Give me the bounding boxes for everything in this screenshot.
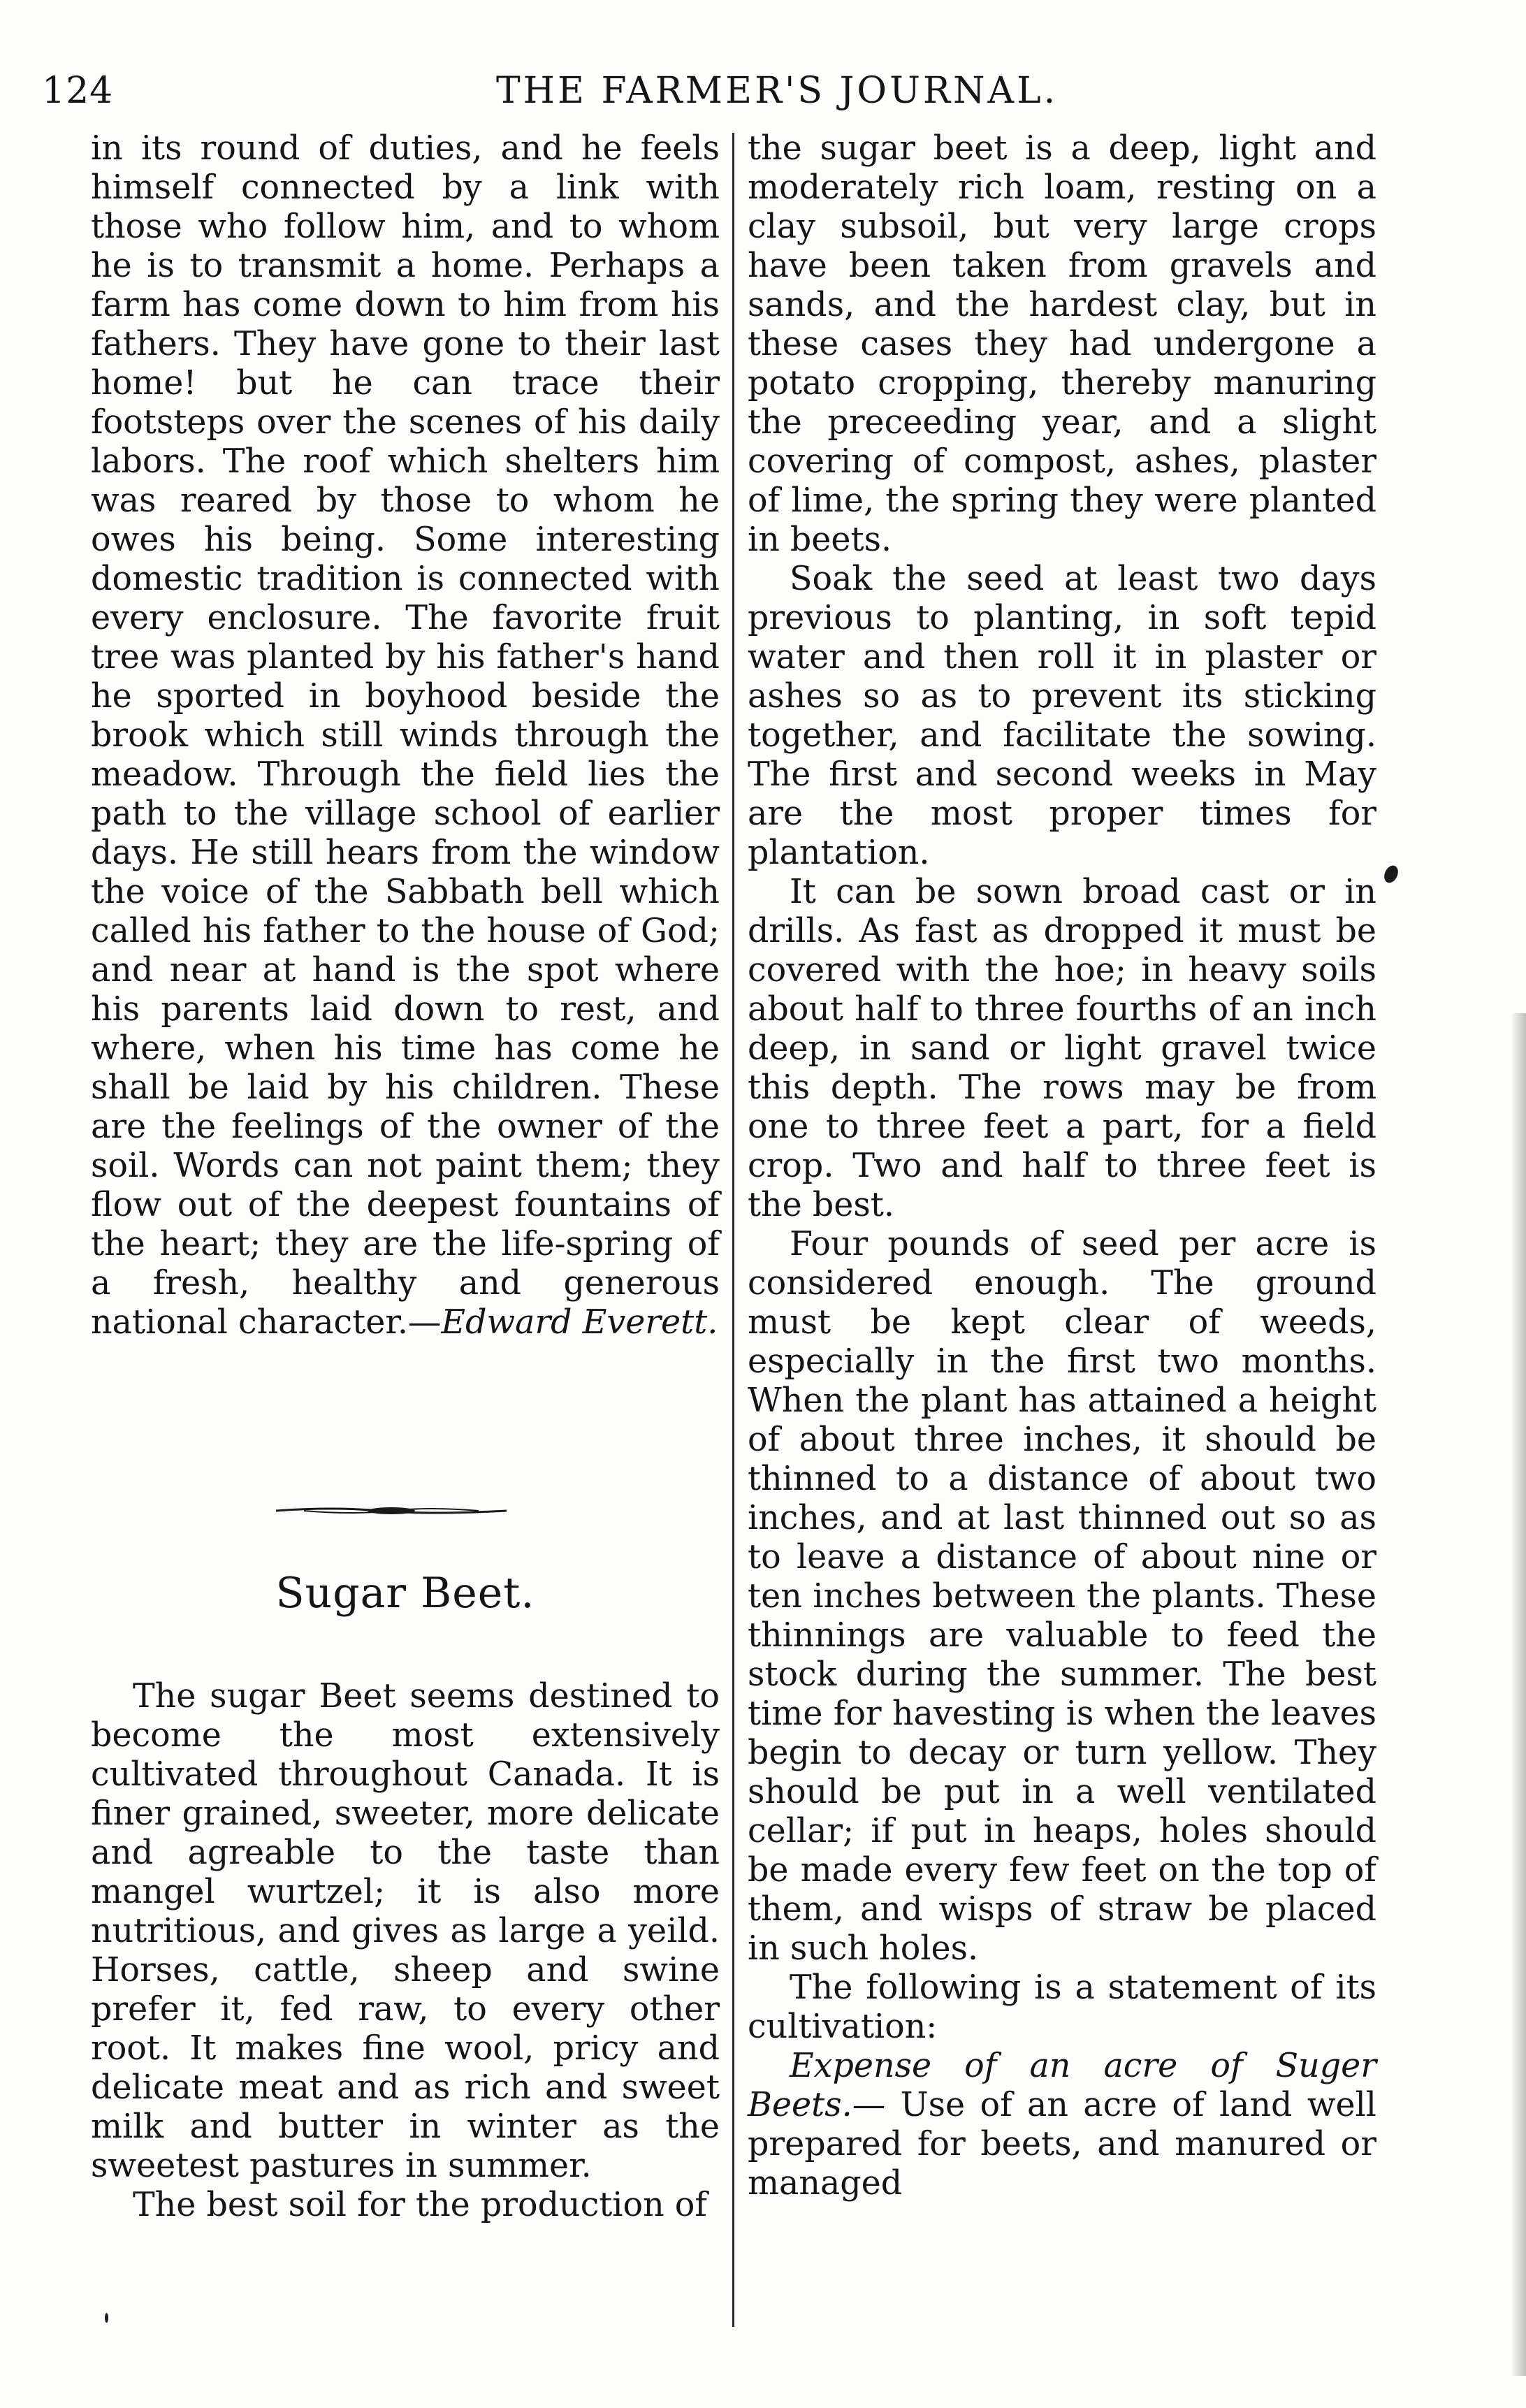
page-number: 124 [42,70,114,112]
page-header [42,70,1397,126]
page-edge-shadow [1511,1013,1526,2376]
right-column [748,129,1376,2203]
sugar-beet-column [91,1677,720,2225]
right-paragraph-2: Soak the seed at least two days previous to planting, in soft tepid water and then roll it in plaster or ashes so as to prevent its sticking together, and facilitate the sowing. The first and second weeks in May are the most proper times for plantation. [748,560,1376,872]
everett-text: in its round of duties, and he feels himself connected by a link with those who follow him, and to whom he is to transmit a home. Perhaps a farm has come down to him from his fathers. They have gone to their last home! but he can trace their footsteps over the scenes of his daily labors. The roof which shelters him was reared by those to whom he owes his being. Some interesting domestic tradition is connected with every enclosure. The favorite fruit tree was planted by his father's hand he sported in boyhood beside the brook which still winds through the meadow. Through the field lies the path to the village school of earlier days. He still hears from the window the voice of the Sabbath bell which called his father to the house of God; and near at hand is the spot where his parents laid down to rest, and where, when his time has come he shall be laid by his children. These are the feelings of the owner of the soil. Words can not paint them; they flow out of the deepest fountains of the heart; they are the life-spring of a fresh, healthy and generous national character.— [91,129,720,1342]
ornamental-rule [276,1502,507,1519]
sugar-beet-paragraph-2: The best soil for the production of [133,2186,707,2224]
left-column [91,129,720,1342]
column-divider [732,133,734,2327]
running-title: THE FARMER'S JOURNAL. [496,70,1059,112]
right-paragraph-3: It can be sown broad cast or in drills. As fast as dropped it must be covered with the hoe; in heavy soils about half to three fourths of an inch deep, in sand or light gravel twice this depth. The rows may be from one to three feet a part, for a field crop. Two and half to three feet is the best. [748,873,1376,1224]
right-paragraph-6 [748,2047,1376,2203]
right-paragraph-4: Four pounds of seed per acre is considered enough. The ground must be kept clear of weeds, especially in the first two months. When the plant has attained a height of about three inches, it should be thinned to a distance of about two inches, and at last thinned out so as to leave a distance of about nine or ten inches between the plants. These thinnings are valuable to feed the stock during the summer. The best time for havesting is when the leaves begin to decay or turn yellow. They should be put in a well ventilated cellar; if put in heaps, holes should be made every few feet on the top of them, and wisps of straw be placed in such holes. [748,1225,1376,1968]
expense-heading: Expense of an acre of Suger Beets.— [748,2047,1376,2124]
everett-attribution: Edward Everett. [441,1303,718,1342]
section-heading-sugar-beet: Sugar Beet. [275,1569,535,1618]
sugar-beet-paragraph-1: The sugar Beet seems destined to become the most extensively cultivated throughout Canada. It is finer grained, sweeter, more delicate and agreable to the taste than mangel wurtzel; it is also more nutritious, and gives as large a yeild. Horses, cattle, sheep and swine prefer it, fed raw, to every other root. It makes fine wool, pricy and delicate meat and as rich and sweet milk and butter in winter as the sweetest pastures in summer. [91,1677,720,2185]
everett-paragraph [91,129,720,1342]
right-paragraph-1: the sugar beet is a deep, light and moderately rich loam, resting on a clay subsoil, but very large crops have been taken from gravels and sands, and the hardest clay, but in these cases they had undergone a potato cropping, thereby manuring the preceeding year, and a slight covering of compost, ashes, plaster of lime, the spring they were planted in beets. [748,129,1376,559]
ink-speck [105,2313,108,2323]
expense-text: Use of an acre of land well prepared for beets, and manured or managed [748,2086,1376,2203]
ink-blot [1381,863,1400,885]
right-paragraph-5: The following is a statement of its cultivation: [748,1968,1376,2046]
